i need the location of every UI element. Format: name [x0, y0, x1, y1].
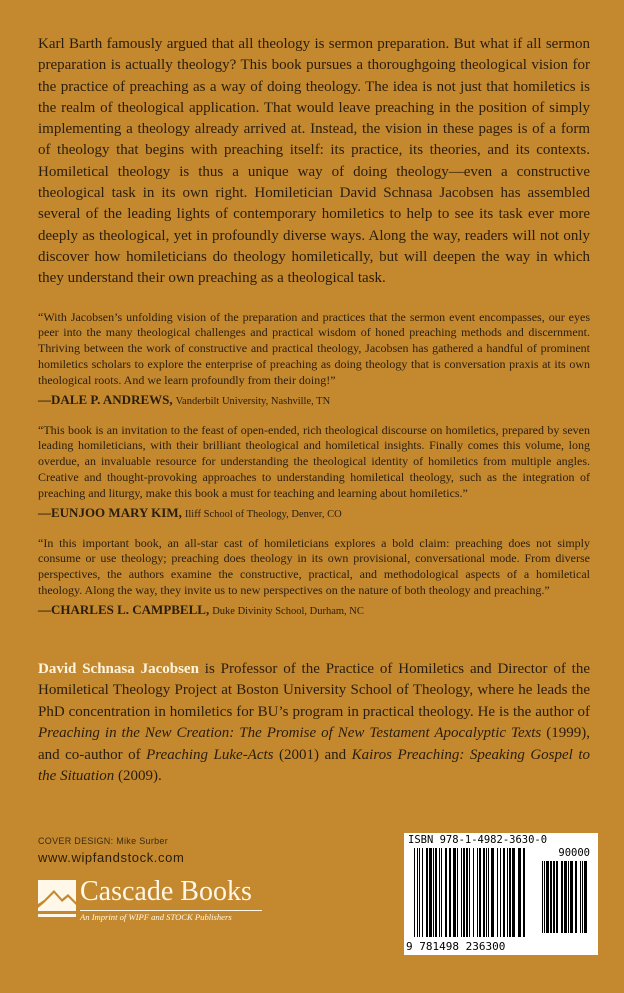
author-name: David Schnasa Jacobsen	[38, 660, 199, 677]
barcode-bar	[466, 848, 468, 937]
publisher-tagline: An Imprint of WIPF and STOCK Publishers	[80, 912, 232, 922]
logo-divider	[80, 910, 262, 911]
price-code: 90000	[558, 847, 590, 859]
barcode-bar	[473, 848, 474, 937]
cover-design-credit: COVER DESIGN: Mike Surber	[38, 836, 169, 846]
barcode-bar	[435, 848, 437, 937]
barcode-bar	[518, 848, 521, 937]
barcode-bar	[457, 848, 458, 937]
barcode-bar	[582, 861, 583, 933]
barcode-bar	[512, 848, 515, 937]
endorsement-attribution	[38, 392, 590, 410]
barcode-bar	[439, 848, 440, 937]
bio-text: is Professor of the Practice of Homiletics and Director of the Homiletical Theology Project at Boston University School of Theology, where he leads the PhD concentration in homiletics for BU’s program in practical theology. He is the author of	[38, 660, 591, 720]
endorser-affiliation: Vanderbilt University, Nashville, TN	[175, 395, 331, 407]
barcode-digits: 9 781498 236300	[406, 940, 506, 953]
barcode-bar	[491, 848, 494, 937]
endorsement-text: “In this important book, an all-star cast of homileticians explores a bold claim: preaching does not simply consume or use theology; preaching does theology in its own provisional, conversational mode. From diverse perspectives, the authors examine the constructive, practical, and methodological aspects of a homiletical theology. Along the way, they invite us to new perspectives on the nature of both theology and preaching.”	[38, 535, 590, 597]
barcode-bar	[445, 848, 447, 937]
book-title: Preaching Luke-Acts	[146, 746, 274, 763]
barcode-bar	[570, 861, 573, 933]
bio-text: (1999), and co-author of	[38, 725, 590, 763]
isbn-barcode	[404, 833, 598, 955]
barcode-bar	[488, 848, 489, 937]
barcode-bar	[477, 848, 478, 937]
endorsement-text: “This book is an invitation to the feast of open-ended, rich theological discourse on homiletics, prepared by seven leading homileticians, with their brilliant theological and homiletical insights. Finally comes this volume, long overdue, an invaluable resource for understanding the theological identity of homiletics from multiple angles. Creative and thought-provoking approaches to understanding homiletical theology, such as the integration of preaching and liturgy, make this book a must for teaching and learning about homiletics.”	[38, 422, 590, 500]
barcode-bar	[580, 861, 581, 933]
publisher-name: Cascade Books	[80, 876, 252, 907]
bio-text: (2001) and	[273, 746, 352, 763]
endorser-name: —EUNJOO MARY KIM,	[38, 504, 182, 520]
barcode-bar	[426, 848, 428, 937]
endorsements	[38, 310, 590, 633]
barcode-bar	[453, 848, 456, 937]
barcode-bar	[419, 848, 420, 937]
barcode-bar	[556, 861, 558, 933]
endorsement	[38, 423, 590, 523]
back-cover-blurb: Karl Barth famously argued that all theology is sermon preparation. But what if all sermon preparation is actually theology? This book pursues a thoroughgoing theological vision for the practice of preaching as a way of doing theology. The idea is not just that homiletics is the realm of theological application. That would leave preaching in the position of simply implementing a theology already arrived at. Instead, the vision in these pages is of a form of theology that begins with preaching itself: its practice, its theories, and its contexts. Homiletical theology is thus a unique way of doing theology—even a constructive theological task in its own right. Homiletician David Schnasa Jacobsen has assembled several of the leading lights of contemporary homiletics to help to see its task ever more deeply as theological, yet in profoundly diverse ways. Along the way, readers will not only discover how homileticians do theology homiletically, but will deepen the way in which they understand their own preaching as a theological task.	[38, 36, 590, 287]
barcode-bar	[546, 861, 549, 933]
barcode-bar	[523, 848, 525, 937]
barcode-bar	[509, 848, 511, 937]
publisher-website: www.wipfandstock.com	[38, 850, 185, 865]
barcode-bar	[414, 848, 415, 937]
book-title: Preaching in the New Creation: The Promise of New Testament Apocalyptic Texts	[38, 725, 542, 742]
barcode-bar	[553, 861, 555, 933]
author-bio	[38, 659, 590, 788]
barcode-bar	[575, 861, 577, 933]
main-content	[38, 34, 590, 788]
barcode-bar	[433, 848, 434, 937]
barcode-bar	[441, 848, 442, 937]
endorser-name: —CHARLES L. CAMPBELL,	[38, 601, 210, 617]
endorsement-text: “With Jacobsen’s unfolding vision of the preparation and practices that the sermon event encompasses, our eyes peer into the many theological challenges and practical wisdom of honed preaching methods and discernment. Thriving between the work of constructive and practical theology, Jacobsen has gathered a handful of prominent homiletics scholars to explore the enterprise of preaching as doing theology that is conversation praxis at its own theological roots. And we learn profoundly from their doing!”	[38, 309, 590, 387]
barcode-bar	[469, 848, 470, 937]
barcode-bar	[500, 848, 501, 937]
mountain-logo-icon	[38, 880, 76, 920]
endorsement-attribution	[38, 505, 590, 523]
barcode-bar	[429, 848, 432, 937]
endorser-name: —DALE P. ANDREWS,	[38, 391, 173, 407]
barcode-bar	[550, 861, 552, 933]
barcode-bar	[584, 861, 587, 933]
book-title: Kairos Preaching: Speaking Gospel to the Situation	[38, 746, 590, 785]
endorser-affiliation: Iliff School of Theology, Denver, CO	[184, 508, 342, 520]
endorsement	[38, 536, 590, 620]
barcode-bar	[479, 848, 481, 937]
isbn-text: ISBN 978-1-4982-3630-0	[408, 834, 548, 846]
barcode-bar	[449, 848, 451, 937]
barcode-bar	[422, 848, 423, 937]
bio-text: (2009).	[114, 768, 162, 785]
publisher-logo	[38, 876, 270, 924]
barcode-bar	[564, 861, 567, 933]
barcode-bar	[542, 861, 543, 933]
barcode-bar	[503, 848, 505, 937]
barcode-bar	[497, 848, 498, 937]
barcode-bar	[486, 848, 487, 937]
endorsement	[38, 310, 590, 410]
endorser-affiliation: Duke Divinity School, Durham, NC	[212, 605, 364, 617]
barcode-bar	[417, 848, 418, 937]
barcode-bar	[483, 848, 485, 937]
barcode-bar	[544, 861, 545, 933]
barcode-bar	[507, 848, 508, 937]
barcode-bar	[463, 848, 465, 937]
barcode-bar	[568, 861, 569, 933]
endorsement-attribution	[38, 602, 590, 620]
barcode-bar	[461, 848, 462, 937]
barcode-bar	[561, 861, 563, 933]
